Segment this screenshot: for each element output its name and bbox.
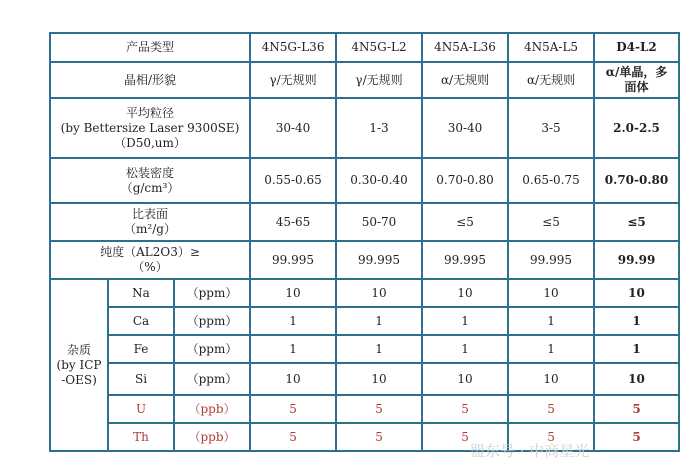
impurity-unit: （ppm） (174, 335, 250, 363)
impurity-unit: （ppm） (174, 279, 250, 307)
table-cell: 1 (594, 307, 679, 335)
table-cell: 0.65-0.75 (508, 158, 594, 203)
product-header: 4N5G-L2 (336, 33, 422, 62)
table-cell: ≤5 (508, 203, 594, 241)
impurity-element: U (108, 395, 174, 423)
table-cell: 1 (336, 335, 422, 363)
table-cell: 10 (508, 279, 594, 307)
row-label-line: （g/cm³） (120, 180, 180, 195)
row-label-line: 平均粒径 (126, 105, 175, 120)
table-cell: 5 (336, 423, 422, 451)
impurity-row (50, 335, 679, 363)
impurity-unit: （ppb） (174, 395, 250, 423)
impurity-row (50, 307, 679, 335)
product-header: D4-L2 (594, 33, 679, 62)
watermark: 盟东号 · 中商星光 (470, 442, 590, 460)
table-cell: 5 (594, 395, 679, 423)
table-cell: 0.70-0.80 (594, 158, 679, 203)
table-cell: 5 (508, 423, 594, 451)
table-cell: 5 (422, 423, 508, 451)
table-cell: 10 (594, 363, 679, 395)
impurity-element: Th (108, 423, 174, 451)
table-cell: 1 (594, 335, 679, 363)
impurity-unit: （ppm） (174, 307, 250, 335)
table-cell: 0.70-0.80 (422, 158, 508, 203)
table-cell: 10 (422, 363, 508, 395)
table-cell: 2.0-2.5 (594, 98, 679, 158)
row-label-line: (by Bettersize Laser 9300SE) (60, 120, 240, 135)
impurity-unit: （ppm） (174, 363, 250, 395)
table-cell: 3-5 (508, 98, 594, 158)
table-cell: 10 (422, 279, 508, 307)
table-cell: 10 (336, 363, 422, 395)
row-label-line: （m²/g） (124, 222, 176, 236)
table-row (50, 98, 679, 158)
table-cell: 10 (508, 363, 594, 395)
table-row (50, 241, 679, 279)
table-row (50, 62, 679, 98)
product-header: 4N5G-L36 (250, 33, 336, 62)
table-cell: α/无规则 (422, 62, 508, 98)
row-label (50, 158, 250, 203)
table-cell: 5 (508, 395, 594, 423)
table-cell: 99.995 (508, 241, 594, 279)
table-cell: 1-3 (336, 98, 422, 158)
table-cell: 0.55-0.65 (250, 158, 336, 203)
product-header: 4N5A-L36 (422, 33, 508, 62)
table-cell: 5 (594, 423, 679, 451)
header-row (50, 33, 679, 62)
impurity-row (50, 395, 679, 423)
row-label: 晶相/形貌 (50, 62, 250, 98)
table-cell: γ/无规则 (250, 62, 336, 98)
table-cell: 10 (594, 279, 679, 307)
impurity-row (50, 279, 679, 307)
impurity-element: Ca (108, 307, 174, 335)
table-cell: 1 (250, 335, 336, 363)
table-cell: α/单晶，多面体 (594, 62, 679, 98)
row-label (50, 98, 250, 158)
impurity-unit: （ppb） (174, 423, 250, 451)
table-cell: 5 (336, 395, 422, 423)
row-label-line: （%） (132, 260, 168, 274)
table-cell: γ/无规则 (336, 62, 422, 98)
table-cell: 45-65 (250, 203, 336, 241)
table-cell: 1 (508, 335, 594, 363)
product-header: 4N5A-L5 (508, 33, 594, 62)
impurity-row (50, 363, 679, 395)
table-cell: 99.995 (250, 241, 336, 279)
table-cell: 30-40 (422, 98, 508, 158)
row-label-line: 比表面 (132, 207, 169, 221)
table-cell: 50-70 (336, 203, 422, 241)
table-cell: 10 (250, 363, 336, 395)
table-cell: ≤5 (594, 203, 679, 241)
product-spec-table (49, 32, 680, 452)
table-cell: 1 (508, 307, 594, 335)
row-label-line: （D50,um） (114, 135, 186, 150)
table-cell: 5 (250, 423, 336, 451)
table-cell: 5 (422, 395, 508, 423)
table-cell: 1 (422, 335, 508, 363)
table-cell: 99.99 (594, 241, 679, 279)
impurity-group-label (50, 279, 108, 451)
header-label: 产品类型 (50, 33, 250, 62)
row-label-line: 纯度（AL2O3）≥ (100, 245, 200, 259)
table-cell: 10 (336, 279, 422, 307)
impurity-element: Fe (108, 335, 174, 363)
table-cell: 10 (250, 279, 336, 307)
impurity-label-line: (by ICP (56, 357, 102, 372)
table-cell: α/无规则 (508, 62, 594, 98)
impurity-label-line: 杂质 (66, 342, 91, 357)
row-label (50, 241, 250, 279)
table-cell: 99.995 (336, 241, 422, 279)
table-cell: 1 (250, 307, 336, 335)
row-label (50, 203, 250, 241)
impurity-element: Si (108, 363, 174, 395)
table-row (50, 158, 679, 203)
table-cell: ≤5 (422, 203, 508, 241)
table-cell: 0.30-0.40 (336, 158, 422, 203)
table-row (50, 203, 679, 241)
impurity-label-line: -OES) (61, 372, 97, 387)
table-cell: 99.995 (422, 241, 508, 279)
table-cell: 1 (422, 307, 508, 335)
table-cell: 1 (336, 307, 422, 335)
table-cell: 30-40 (250, 98, 336, 158)
table-cell: 5 (250, 395, 336, 423)
impurity-element: Na (108, 279, 174, 307)
row-label-line: 松装密度 (126, 165, 175, 180)
